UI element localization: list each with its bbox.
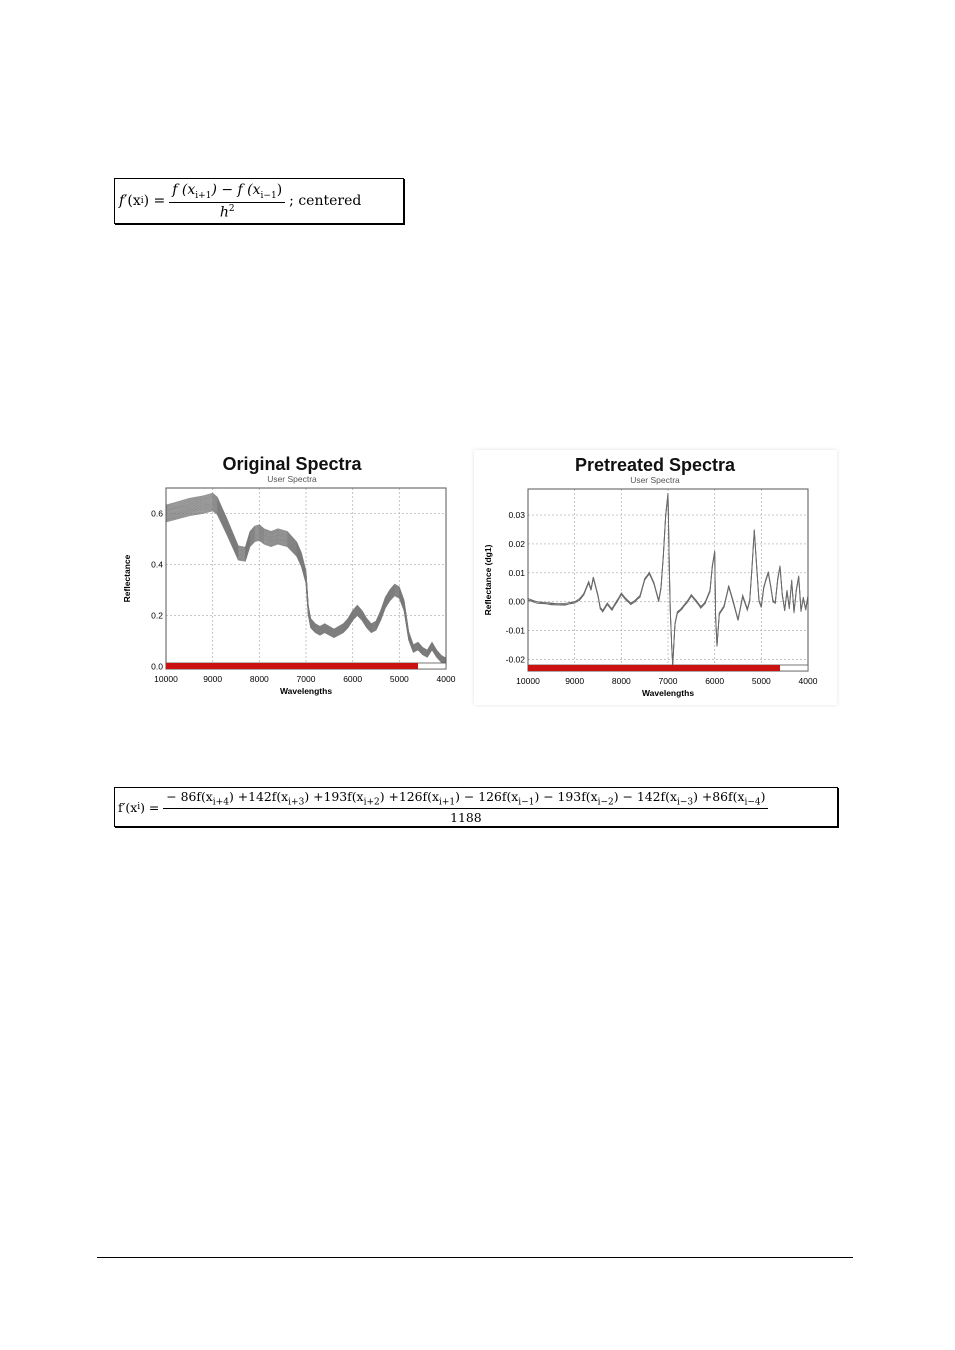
eq2-term-sub-2: i+2 <box>363 797 380 808</box>
eq2-lhs: f′(x <box>118 799 138 815</box>
eq1-num-mid: ) − f (x <box>211 181 261 198</box>
eq2-term-sub-1: i+3 <box>288 797 305 808</box>
formula-centered-derivative <box>114 178 404 224</box>
eq2-lhs-close: ) = <box>140 799 160 815</box>
chart-subtitle: User Spectra <box>630 475 680 485</box>
eq1-num-a-sub: i+1 <box>195 190 212 201</box>
eq2-term-3: +126f(x <box>384 788 439 804</box>
eq2-term-6: − 142f(x <box>618 788 677 804</box>
chart-subtitle: User Spectra <box>267 474 317 484</box>
eq2-term-close-6: ) <box>693 788 698 804</box>
eq2-term-1: +142f(x <box>233 788 289 804</box>
footer-rule <box>97 1257 853 1258</box>
eq2-numerator <box>163 789 768 809</box>
pretreated-spectra-chart <box>474 450 837 705</box>
eq2-term-close-4: ) <box>534 788 540 804</box>
x-tick-label: 9000 <box>203 674 223 684</box>
x-tick-label: 4000 <box>436 674 456 684</box>
y-tick-label: 0.2 <box>151 610 163 621</box>
range-selection-bar <box>166 663 418 669</box>
eq1-num-a: f (x <box>172 181 196 198</box>
original-spectra-chart <box>112 450 472 705</box>
x-tick-label: 5000 <box>389 674 409 684</box>
y-tick-label: -0.02 <box>505 654 525 665</box>
x-tick-label: 4000 <box>798 676 818 686</box>
x-tick-label: 7000 <box>296 674 316 684</box>
y-tick-label: -0.01 <box>505 625 525 636</box>
eq1-lhs-f: f <box>119 193 125 209</box>
formula-savitzky-golay-derivative <box>114 787 838 827</box>
eq2-term-close-3: ) <box>455 788 460 804</box>
y-tick-label: 0.4 <box>151 559 163 570</box>
chart-title: Pretreated Spectra <box>574 455 736 475</box>
y-axis-label: Reflectance <box>122 554 132 603</box>
eq1-suffix: ; centered <box>289 193 362 209</box>
eq1-lhs-prime: ′(x <box>124 193 141 209</box>
chart-title: Original Spectra <box>222 454 362 474</box>
y-axis-label: Reflectance (dg1) <box>483 544 493 616</box>
x-tick-label: 9000 <box>565 676 585 686</box>
eq1-fraction <box>169 182 285 220</box>
eq2-term-7: +86f(x <box>697 788 745 804</box>
eq2-denominator: 1188 <box>450 810 482 826</box>
original-spectra-panel <box>112 450 472 705</box>
y-tick-label: 0.6 <box>151 508 163 519</box>
eq2-term-close-2: ) <box>379 788 385 804</box>
x-tick-label: 8000 <box>611 676 631 686</box>
eq1-den: h <box>219 204 229 221</box>
x-tick-label: 5000 <box>751 676 771 686</box>
eq1-lhs-sub: i <box>140 196 144 206</box>
eq2-term-sub-7: i−4 <box>744 797 761 808</box>
range-selection-bar <box>528 665 780 671</box>
eq2-lhs-sub: i <box>137 802 141 812</box>
eq2-term-2: +193f(x <box>309 788 364 804</box>
eq2-term-close-5: ) <box>613 788 619 804</box>
x-tick-label: 10000 <box>516 676 540 686</box>
eq1-num-close: ) <box>276 181 283 198</box>
pretreated-spectra-panel <box>474 450 837 705</box>
eq1-denominator <box>220 203 235 221</box>
x-axis-label: Wavelengths <box>279 686 333 696</box>
y-tick-label: 0.00 <box>508 596 525 607</box>
x-tick-label: 6000 <box>343 674 363 684</box>
eq2-term-sub-3: i+1 <box>438 797 456 808</box>
eq1-den-sup: 2 <box>228 203 235 214</box>
eq2-term-sub-6: i−3 <box>676 797 694 808</box>
x-tick-label: 6000 <box>705 676 725 686</box>
eq2-term-0: − 86f(x <box>166 788 213 804</box>
eq2-term-close-7: ) <box>760 788 766 804</box>
x-tick-label: 7000 <box>658 676 678 686</box>
eq1-numerator <box>169 182 285 203</box>
y-tick-label: 0.0 <box>151 661 163 672</box>
eq2-fraction <box>163 789 768 825</box>
eq1-num-b-sub: i−1 <box>260 190 277 201</box>
x-tick-label: 8000 <box>249 674 269 684</box>
eq2-term-close-0: ) <box>228 788 234 804</box>
y-tick-label: 0.03 <box>508 510 525 520</box>
x-axis-label: Wavelengths <box>641 688 695 698</box>
x-tick-label: 10000 <box>154 674 178 684</box>
eq2-term-5: − 193f(x <box>539 788 598 804</box>
eq2-term-sub-0: i+4 <box>212 797 229 808</box>
eq2-term-close-1: ) <box>304 788 310 804</box>
y-tick-label: 0.02 <box>508 538 525 549</box>
eq2-term-sub-4: i−1 <box>518 797 535 808</box>
eq2-term-4: − 126f(x <box>459 788 519 804</box>
eq2-term-sub-5: i−2 <box>597 797 614 808</box>
eq1-lhs-close: ) = <box>143 193 166 209</box>
y-tick-label: 0.01 <box>508 567 525 578</box>
